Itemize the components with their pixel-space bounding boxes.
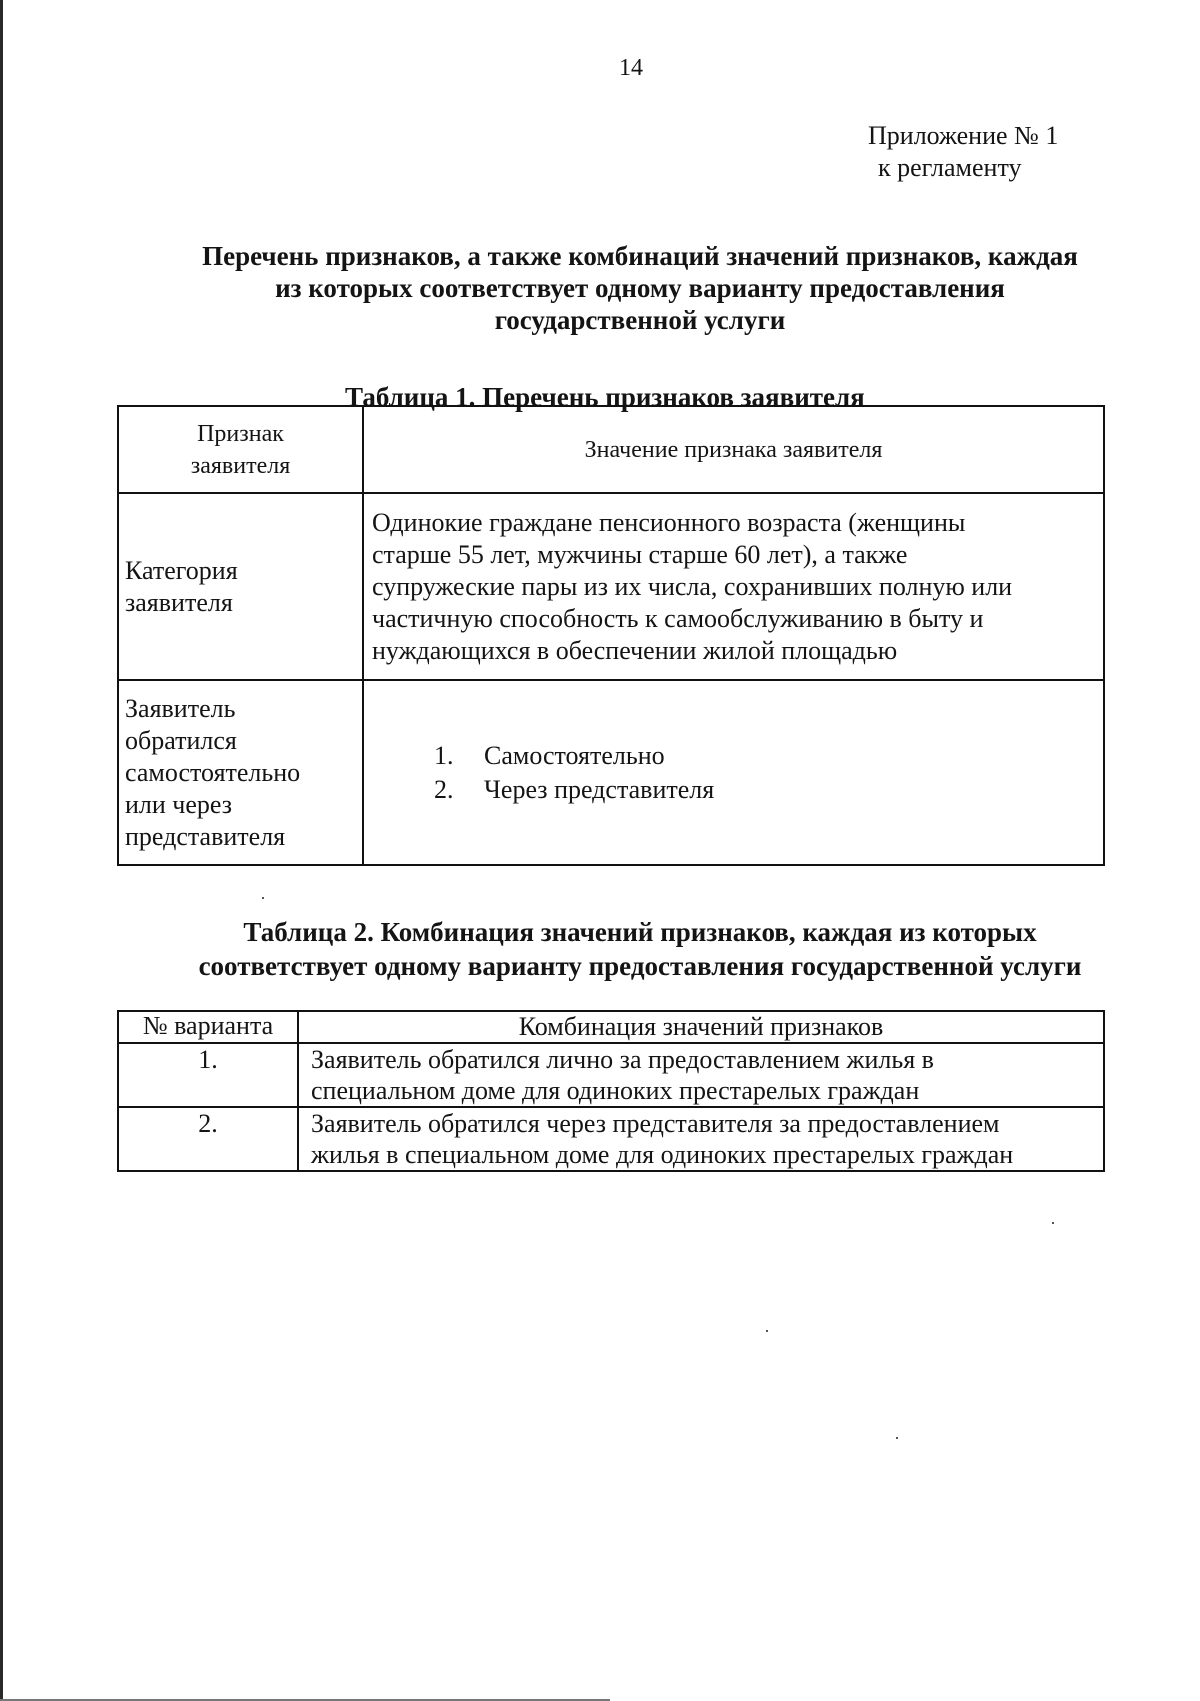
appendix-line-2: к регламенту [878,153,1022,182]
variant-combination [298,1043,1104,1107]
appendix-line-1: Приложение № 1 [868,121,1059,150]
applicant-attributes-table [117,405,1105,866]
table1-row-category [118,493,1104,680]
option-text: Самостоятельно [484,740,665,770]
method-label-line: обратился [125,725,237,755]
method-options-list [364,739,1103,807]
table2-header-row [118,1011,1104,1043]
category-label-line: заявителя [125,587,233,617]
table2-caption [130,915,1150,983]
variant-number: 2. [118,1107,298,1171]
table2-header-variant: № варианта [118,1011,298,1043]
category-value-line: супружеские пары из их числа, сохранивших полную или [372,571,1013,601]
category-value-line: частичную способность к самообслуживанию в быту и [372,603,984,633]
combination-line: специальном доме для одиноких престарелых граждан [311,1076,920,1105]
document-title [130,240,1150,336]
title-line-3: государственной услуги [494,305,786,335]
scan-left-edge [0,0,3,1701]
table1-category-value [363,493,1104,680]
method-label-line: Заявитель [125,693,236,723]
table1-caption: Таблица 1. Перечень признаков заявителя [345,382,865,412]
list-item [434,739,1103,773]
scan-speck [1052,1222,1054,1224]
table1-header-row [118,406,1104,493]
variants-table [117,1010,1105,1172]
table1-method-label [118,680,363,865]
table-row [118,1107,1104,1171]
table1-row-method [118,680,1104,865]
category-value-line: Одинокие граждане пенсионного возраста (женщины [372,507,966,537]
table2-header-combination: Комбинация значений признаков [298,1011,1104,1043]
variant-combination [298,1107,1104,1171]
combination-line: Заявитель обратился через представителя за предоставлением [311,1109,1000,1138]
page-number: 14 [619,55,643,81]
method-label-line: представителя [125,821,286,851]
scan-speck [766,1330,768,1332]
table1-header-attribute-line-2: заявителя [190,452,291,479]
appendix-note [868,120,1058,184]
list-item [434,773,1103,807]
option-number: 2. [434,774,454,804]
scan-speck [262,897,264,899]
table2-caption-line-2: соответствует одному варианту предоставления государственной услуги [198,951,1082,981]
title-line-1: Перечень признаков, а также комбинаций значений признаков, каждая [202,241,1078,271]
table1-method-options [363,680,1104,865]
category-value-line: нуждающихся в обеспечении жилой площадью [372,635,898,665]
table1-category-label [118,493,363,680]
option-text: Через представителя [484,774,715,804]
scan-speck [896,1437,898,1439]
combination-line: жилья в специальном доме для одиноких престарелых граждан [311,1140,1014,1169]
category-value-line: старше 55 лет, мужчины старше 60 лет), а также [372,539,908,569]
combination-line: Заявитель обратился лично за предоставлением жилья в [311,1045,934,1074]
table1-header-value: Значение признака заявителя [363,406,1104,493]
table1-header-attribute-line-1: Признак [197,420,284,447]
title-line-2: из которых соответствует одному варианту предоставления [275,273,1005,303]
category-label-line: Категория [125,555,238,585]
option-number: 1. [434,740,454,770]
variant-number: 1. [118,1043,298,1107]
table2-caption-line-1: Таблица 2. Комбинация значений признаков, каждая из которых [243,917,1037,947]
table1-header-attribute [118,406,363,493]
method-label-line: или через [125,789,233,819]
method-label-line: самостоятельно [125,757,301,787]
table-row [118,1043,1104,1107]
